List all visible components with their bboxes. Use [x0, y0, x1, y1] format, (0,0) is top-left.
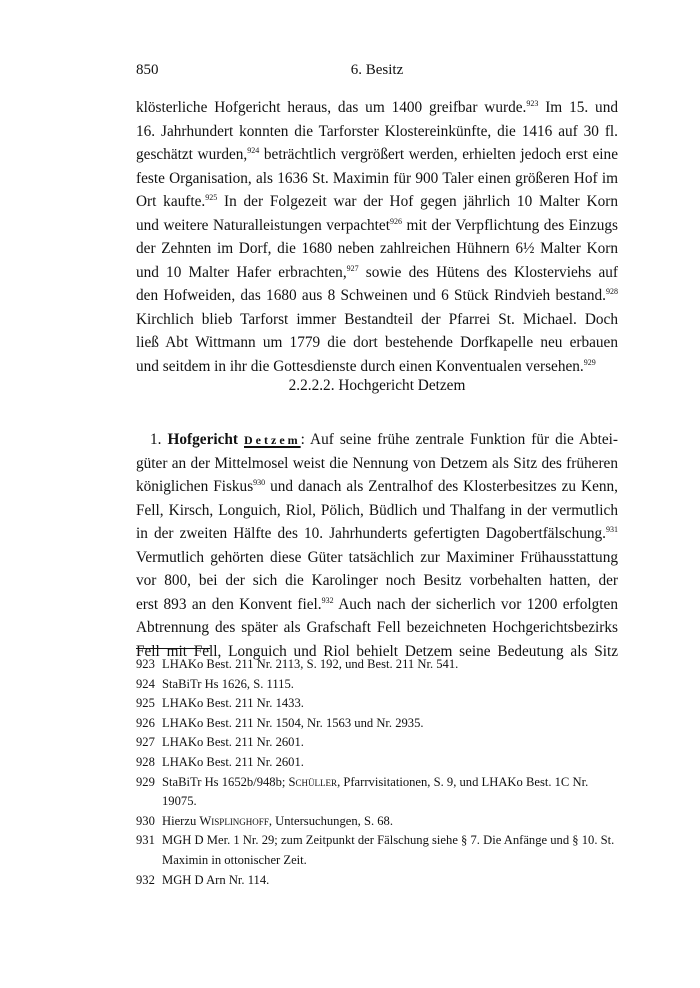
footnote-ref: 927	[346, 263, 359, 273]
text-line	[136, 499, 618, 523]
page-header	[136, 62, 618, 84]
line-text: beträchtlich vergrößert werden, erhielten jedoch erst eine	[259, 146, 618, 163]
citation-text: LHAKo Best. 211 Nr. 2601.	[162, 735, 304, 750]
lead-term: Hofgericht	[167, 431, 244, 448]
footnote-number: 931	[136, 833, 155, 848]
line-text: klösterliche Hofgericht heraus, das um 1400 greifbar wurde.	[136, 99, 527, 116]
footnote-number: 929	[136, 774, 155, 789]
line-text: den Hofweiden, das 1680 aus 8 Schweinen und 6 Stück Rindvieh bestand.	[136, 287, 606, 304]
footnote-ref: 932	[321, 595, 334, 605]
text-line	[136, 331, 618, 355]
citation-text: LHAKo Best. 211 Nr. 2601.	[162, 754, 304, 769]
footnote	[136, 773, 618, 812]
footnote-number: 923	[136, 657, 155, 671]
footnote	[136, 812, 618, 832]
citation-text: MGH D Mer. 1 Nr. 29; zum Zeitpunkt der Fälschung siehe § 7. Die Anfänge und § 10. St. Maximin in ottonischer Zeit.	[162, 833, 615, 867]
line-text: 16. Jahrhundert konnten die Tarforster Klostereinkünfte, die 1416 auf 30 fl.	[136, 122, 618, 140]
author-name: Schüller	[288, 774, 338, 789]
footnote-ref: 923	[526, 99, 539, 108]
text-line	[136, 261, 618, 285]
text-line	[136, 214, 618, 238]
footnote	[136, 871, 618, 891]
paragraph-tarforst	[136, 96, 618, 378]
citation-text: LHAKo Best. 211 Nr. 2113, S. 192, und Best. 211 Nr. 541.	[162, 657, 459, 671]
line-text: Abtrennung des später als Grafschaft Fell bezeichneten Hochgerichtsbezirks	[136, 619, 618, 636]
footnote-ref: 925	[205, 193, 218, 202]
footnote-rule	[136, 648, 210, 649]
text-line	[136, 308, 618, 332]
footnote-text	[162, 812, 618, 832]
text-line	[136, 96, 618, 120]
footnote-ref: 924	[247, 146, 260, 155]
line-text: ließ Abt Wittmann um 1779 die dort bestehende Dorfkapelle neu erbauen	[136, 334, 618, 351]
line-text: Fell, Kirsch, Longuich, Riol, Pölich, Büdlich und Thalfang in der vermutlich	[136, 501, 618, 519]
footnotes	[136, 655, 618, 890]
line-text: : Auf seine frühe zentrale Funktion für die Abtei-	[300, 431, 618, 448]
footnote-number: 930	[136, 813, 155, 828]
line-text: geschätzt wurden,	[136, 146, 248, 163]
text-line	[136, 143, 618, 167]
line-text: der Zehnten im Dorf, die 1680 neben zahlreichen Hühnern 6½ Malter Korn	[136, 240, 618, 257]
footnote-text	[162, 714, 618, 734]
text-line	[136, 593, 618, 617]
footnote-number: 932	[136, 872, 155, 887]
paragraph-detzem	[136, 428, 618, 663]
footnote	[136, 675, 618, 695]
line-text: und seitdem in ihr die Gottesdienste durch einen Konventualen versehen.	[136, 357, 584, 375]
text-line	[136, 355, 618, 379]
footnote	[136, 753, 618, 773]
line-text: Fell mit Fell, Longuich und Riol behielt Detzem seine Bedeutung als Sitz	[136, 642, 618, 660]
running-head: 6. Besitz	[350, 62, 404, 78]
citation-text: LHAKo Best. 211 Nr. 1433.	[162, 696, 304, 711]
citation-text: MGH D Arn Nr. 114.	[162, 872, 270, 887]
footnote	[136, 831, 618, 870]
text-line	[136, 546, 618, 570]
line-text: Auch nach der sicherlich vor 1200 erfolgten	[333, 595, 618, 613]
footnote-number: 925	[136, 696, 155, 711]
footnote-text	[162, 694, 618, 714]
footnote	[136, 714, 618, 734]
section-heading: 2.2.2.2. Hochgericht Detzem	[288, 377, 466, 394]
citation-text: , Untersuchungen, S. 68.	[268, 813, 394, 828]
place-name-detzem: Detzem	[244, 433, 301, 447]
text-line	[136, 452, 618, 476]
footnote-ref: 930	[253, 478, 266, 487]
footnote	[136, 694, 618, 714]
footnote-number: 924	[136, 676, 155, 691]
paragraph-first-line	[136, 428, 618, 452]
line-text: Im 15. und	[538, 99, 618, 116]
citation-text: StaBiTr Hs 1652b/948b;	[162, 774, 289, 789]
page-number: 850	[136, 62, 159, 78]
footnote-text	[162, 675, 618, 695]
footnote-text	[162, 655, 618, 675]
author-name: Wisplinghoff	[199, 813, 269, 828]
line-text: Vermutlich gehörten diese Güter tatsächlich zur Maximiner Frühausstattung	[136, 548, 618, 566]
footnote	[136, 655, 618, 675]
line-text: und weitere Naturalleistungen verpachtet	[136, 216, 390, 234]
line-text: In der Folgezeit war der Hof gegen jährlich 10 Malter Korn	[217, 193, 618, 210]
line-text: Kirchlich blieb Tarforst immer Bestandteil der Pfarrei St. Michael. Doch	[136, 310, 618, 328]
citation-text: StaBiTr Hs 1626, S. 1115.	[162, 676, 294, 691]
footnote	[136, 733, 618, 753]
footnote-ref: 929	[583, 357, 596, 367]
footnote-text	[162, 773, 618, 812]
line-text: und 10 Malter Hafer erbrachten,	[136, 263, 347, 281]
footnote-number: 928	[136, 754, 155, 769]
footnote-text	[162, 733, 618, 753]
line-text: Ort kaufte.	[136, 193, 206, 210]
text-line	[136, 284, 618, 308]
line-text: in der zweiten Hälfte des 10. Jahrhunderts gefertigten Dagobertfälschung.	[136, 525, 606, 542]
text-line	[136, 616, 618, 640]
footnote-ref: 931	[606, 525, 618, 534]
citation-text: LHAKo Best. 211 Nr. 1504, Nr. 1563 und Nr. 2935.	[162, 715, 424, 730]
footnote-number: 926	[136, 715, 155, 730]
citation-text: Hierzu	[162, 813, 200, 828]
footnote-text	[162, 831, 618, 870]
line-text: güter an der Mittelmosel weist die Nennung von Detzem als Sitz des früheren	[136, 454, 618, 472]
text-line	[136, 120, 618, 144]
text-line	[136, 190, 618, 214]
text-line	[136, 237, 618, 261]
footnote-number: 927	[136, 735, 155, 750]
line-text: vor 800, bei der sich die Karolinger noch Besitz vorbehalten hatten, der	[136, 572, 618, 589]
footnote-ref: 928	[606, 287, 618, 296]
citation-text: , Pfarrvisitationen, S. 9, und LHAKo Best. 1C Nr. 19075.	[162, 774, 589, 809]
line-text: mit der Verpflichtung des Einzugs	[401, 216, 619, 234]
text-line	[136, 522, 618, 546]
line-text: feste Organisation, als 1636 St. Maximin für 900 Taler einen größeren Hof im	[136, 169, 618, 187]
footnote-text	[162, 871, 618, 891]
line-text: königlichen Fiskus	[136, 478, 254, 495]
footnote-text	[162, 753, 618, 773]
text-line	[136, 475, 618, 499]
text-line	[136, 167, 618, 191]
text-line	[136, 569, 618, 593]
line-text: sowie des Hütens des Klosterviehs auf	[358, 263, 618, 281]
line-text: und danach als Zentralhof des Klosterbesitzes zu Kenn,	[265, 478, 618, 495]
footnote-ref: 926	[389, 216, 402, 226]
item-number: 1.	[150, 431, 168, 448]
line-text: erst 893 an den Konvent fiel.	[136, 595, 322, 613]
